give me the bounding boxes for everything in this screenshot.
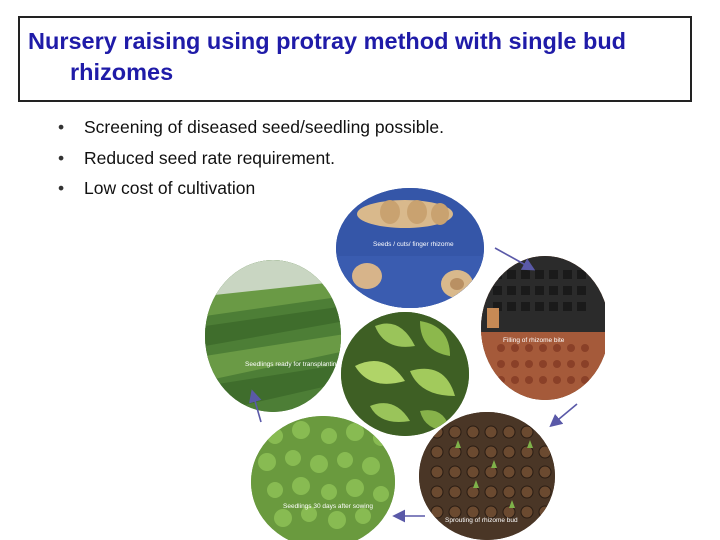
slide-title-box <box>18 16 692 102</box>
bullet-text: Low cost of cultivation <box>84 178 256 198</box>
arrow-tray-to-sprout <box>553 404 577 424</box>
filling-label: Filling of rhizome bite <box>503 337 565 344</box>
sprouting-label: Sprouting of rhizome bud <box>445 517 518 524</box>
bullet-item <box>58 112 444 143</box>
bullet-dot-icon: • <box>58 178 65 198</box>
seedlings-ready-label: Seedlings ready for transplanting <box>245 361 341 368</box>
nursery-cycle-diagram <box>205 186 605 540</box>
arrow-seed-to-tray <box>495 248 531 268</box>
field-seedlings-photo <box>205 256 345 416</box>
slide-title-line1: Nursery raising using protray method with single bud <box>28 28 627 54</box>
seed-rhizome-photo <box>325 186 505 316</box>
bullet-text: Screening of diseased seed/seedling possible. <box>84 117 444 137</box>
bullet-text: Reduced seed rate requirement. <box>84 147 335 168</box>
bullet-dot-icon: • <box>58 147 65 168</box>
slide-title <box>28 26 680 88</box>
seed-label: Seeds / cuts/ finger rhizome <box>373 241 454 248</box>
slide-title-line2: rhizomes <box>70 59 174 85</box>
sprouting-tray-photo <box>415 410 561 540</box>
bullet-item <box>58 143 444 174</box>
days-after-label: Seedlings 30 days after sowing <box>283 503 373 510</box>
bullet-dot-icon: • <box>58 117 65 137</box>
protray-filling-photo <box>475 256 605 412</box>
